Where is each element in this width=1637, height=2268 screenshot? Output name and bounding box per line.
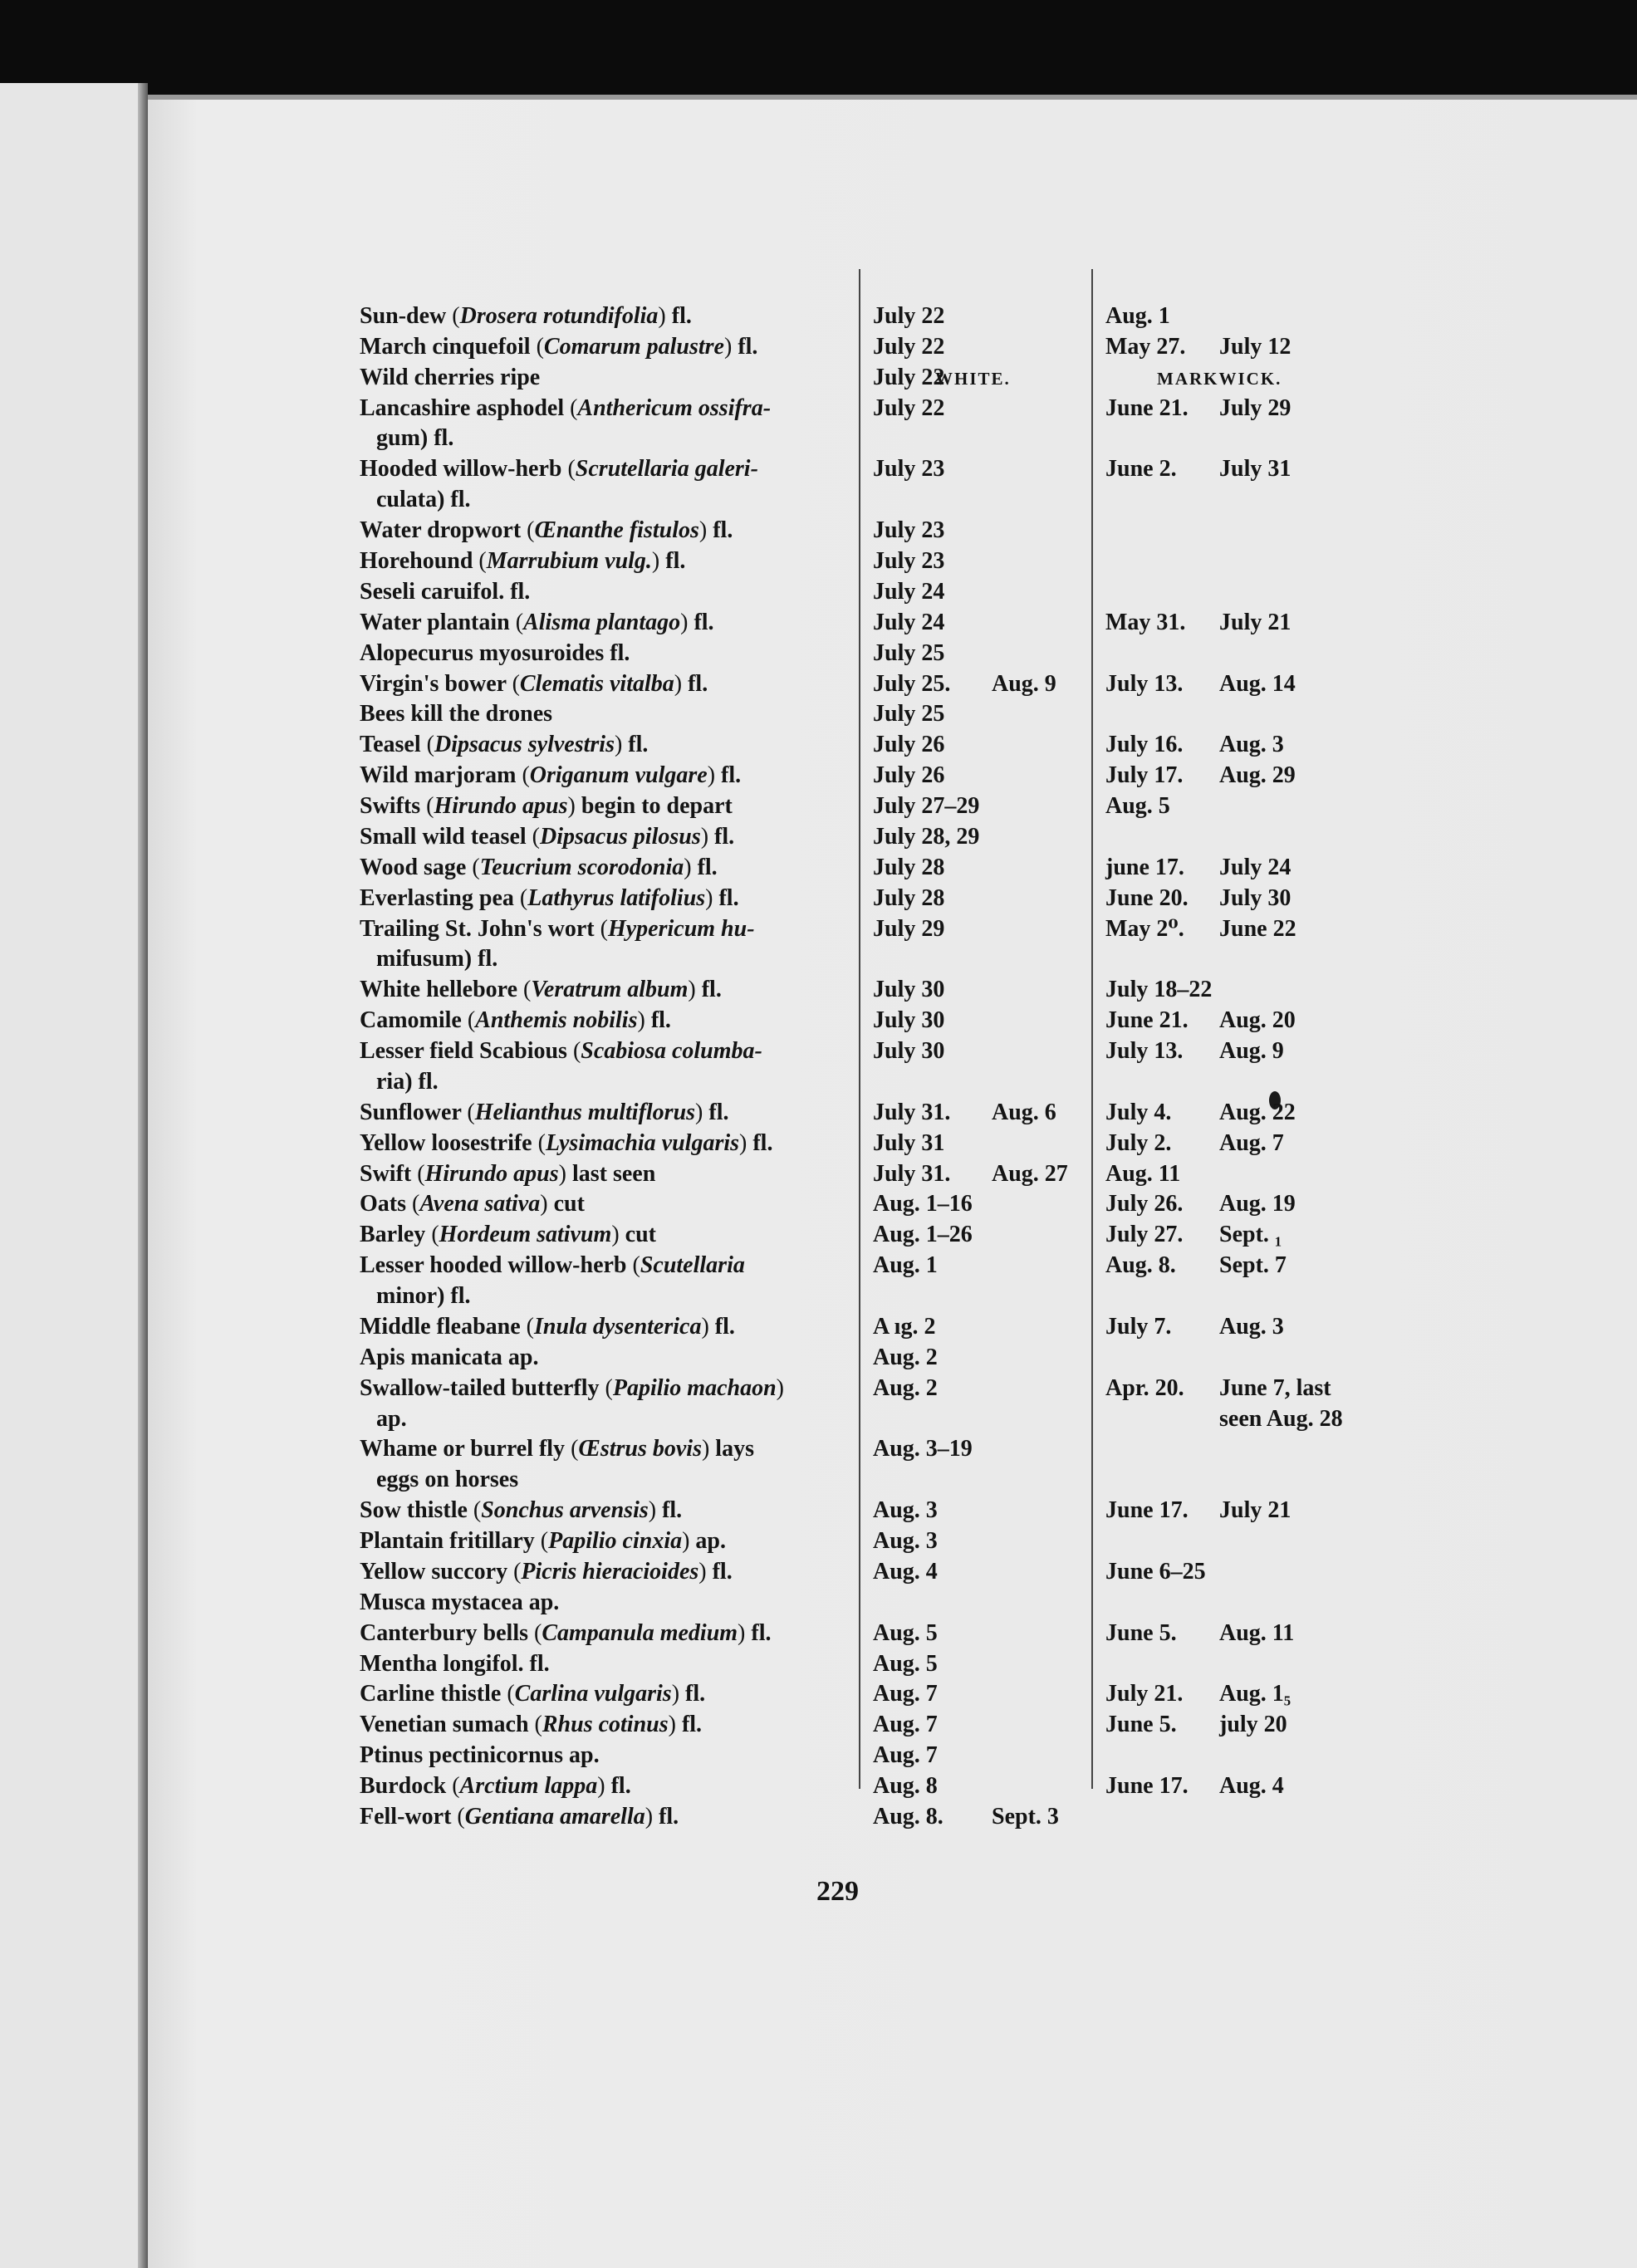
white-date: Aug. 8. <box>873 1804 943 1830</box>
entry-name: Hooded willow-herb (Scrutellaria galeri- <box>360 456 758 482</box>
entry-name: Sow thistle (Sonchus arvensis) fl. <box>360 1497 683 1523</box>
white-date: July 26 <box>873 762 945 788</box>
white-date: Aug. 3 <box>873 1528 938 1554</box>
entry-name: Lesser hooded willow-herb (Scutellaria <box>360 1252 745 1278</box>
entry-name: Yellow loosestrife (Lysimachia vulgaris) fl. <box>360 1130 773 1156</box>
markwick-date-2: Sept. ₁ <box>1219 1222 1282 1247</box>
entry-name: White hellebore (Veratrum album) fl. <box>360 977 722 1002</box>
markwick-date: Aug. 8. <box>1105 1252 1176 1278</box>
entry-name: Teasel (Dipsacus sylvestris) fl. <box>360 732 649 757</box>
white-date: July 22 <box>873 303 945 329</box>
entry-name: Wild cherries ripe <box>360 365 541 390</box>
white-date: Aug. 2 <box>873 1345 938 1370</box>
markwick-date-2: Aug. 19 <box>1219 1191 1296 1217</box>
white-date: July 22 <box>873 334 945 360</box>
entry-name: Horehound (Marrubium vulg.) fl. <box>360 548 686 574</box>
markwick-date: June 5. <box>1105 1712 1177 1737</box>
markwick-date-2: Aug. 20 <box>1219 1007 1296 1033</box>
markwick-date-2: seen Aug. 28 <box>1219 1406 1343 1432</box>
entry-name: culata) fl. <box>376 487 471 512</box>
table-row <box>148 1801 1637 1833</box>
markwick-date: June 21. <box>1105 395 1189 421</box>
entry-name: Fell-wort (Gentiana amarella) fl. <box>360 1804 679 1830</box>
markwick-date: June 17. <box>1105 1497 1189 1523</box>
markwick-date: July 21. <box>1105 1681 1184 1707</box>
white-date: July 24 <box>873 579 945 605</box>
white-date: July 23 <box>873 548 945 574</box>
table-row <box>148 1526 1637 1557</box>
white-date: July 30 <box>873 1007 945 1033</box>
markwick-date-2: July 21 <box>1219 610 1291 635</box>
entry-name: Camomile (Anthemis nobilis) fl. <box>360 1007 671 1033</box>
entry-name: gum) fl. <box>376 425 454 451</box>
markwick-date-2: June 7, last <box>1219 1375 1331 1401</box>
entry-name: eggs on horses <box>376 1467 519 1492</box>
markwick-date: July 13. <box>1105 1038 1184 1064</box>
white-date-2: Aug. 9 <box>992 671 1056 697</box>
markwick-date: June 6–25 <box>1105 1559 1206 1585</box>
table-row <box>148 393 1637 424</box>
table-row <box>148 1709 1637 1741</box>
markwick-date: July 16. <box>1105 732 1184 757</box>
markwick-date-2: Aug. 22 <box>1219 1100 1296 1125</box>
book-page <box>148 95 1637 2268</box>
entry-name: Water plantain (Alisma plantago) fl. <box>360 610 714 635</box>
entry-name: Plantain fritillary (Papilio cinxia) ap. <box>360 1528 726 1554</box>
table-row <box>148 1188 1637 1220</box>
table-row <box>148 1158 1637 1190</box>
table-row <box>148 1678 1637 1710</box>
markwick-date-2: Aug. 11 <box>1219 1620 1295 1646</box>
markwick-date: July 27. <box>1105 1222 1184 1247</box>
white-date: Aug. 8 <box>873 1773 938 1799</box>
entry-name: Swifts (Hirundo apus) begin to depart <box>360 793 733 819</box>
markwick-date: July 26. <box>1105 1191 1184 1217</box>
table-row <box>148 423 1637 454</box>
previous-page-edge <box>0 83 148 2268</box>
markwick-date: July 17. <box>1105 762 1184 788</box>
table-row <box>148 1311 1637 1343</box>
table-row <box>148 638 1637 669</box>
table-row <box>148 1342 1637 1374</box>
entry-name: Canterbury bells (Campanula medium) fl. <box>360 1620 772 1646</box>
white-date: Aug. 7 <box>873 1742 938 1768</box>
entry-name: Burdock (Arctium lappa) fl. <box>360 1773 631 1799</box>
markwick-date: May 31. <box>1105 610 1186 635</box>
entry-name: Lancashire asphodel (Anthericum ossifra- <box>360 395 772 421</box>
table-row <box>148 1587 1637 1619</box>
table-row <box>148 546 1637 577</box>
markwick-date-2: Aug. 1₅ <box>1219 1681 1291 1707</box>
table-row <box>148 576 1637 608</box>
markwick-date: Aug. 1 <box>1105 303 1170 329</box>
markwick-date: July 18–22 <box>1105 977 1213 1002</box>
white-date: Aug. 1 <box>873 1252 938 1278</box>
markwick-date: June 21. <box>1105 1007 1189 1033</box>
markwick-column-header: MARKWICK. <box>1157 369 1282 389</box>
table-row <box>148 331 1637 363</box>
white-date: July 26 <box>873 732 945 757</box>
entry-name: Oats (Avena sativa) cut <box>360 1191 585 1217</box>
white-date: Aug. 5 <box>873 1651 938 1677</box>
white-date: July 22 <box>873 365 945 390</box>
entry-name: Water dropwort (Œnanthe fistulos) fl. <box>360 517 733 543</box>
white-date: July 24 <box>873 610 945 635</box>
white-date: July 25 <box>873 701 945 727</box>
table-row <box>148 1618 1637 1649</box>
entry-name: ap. <box>376 1406 407 1432</box>
markwick-date: July 7. <box>1105 1314 1172 1340</box>
white-date: Aug. 1–26 <box>873 1222 973 1247</box>
entry-name: Bees kill the drones <box>360 701 553 727</box>
markwick-date: june 17. <box>1105 855 1184 880</box>
table-row <box>148 852 1637 884</box>
table-row <box>148 1373 1637 1404</box>
white-date: Aug. 7 <box>873 1681 938 1707</box>
table-row <box>148 698 1637 730</box>
entry-name: Apis manicata ap. <box>360 1345 539 1370</box>
markwick-date: July 2. <box>1105 1130 1172 1156</box>
markwick-date-2: Sept. 7 <box>1219 1252 1287 1278</box>
entry-name: Carline thistle (Carlina vulgaris) fl. <box>360 1681 706 1707</box>
entry-name: Wild marjoram (Origanum vulgare) fl. <box>360 762 742 788</box>
markwick-date-2: June 22 <box>1219 916 1296 942</box>
white-date: July 29 <box>873 916 945 942</box>
entry-name: Mentha longifol. fl. <box>360 1651 550 1677</box>
entry-name: Lesser field Scabious (Scabiosa columba- <box>360 1038 762 1064</box>
markwick-date-2: Aug. 4 <box>1219 1773 1284 1799</box>
entry-name: Trailing St. John's wort (Hypericum hu- <box>360 916 755 942</box>
white-date: Aug. 1–16 <box>873 1191 973 1217</box>
white-date: July 25 <box>873 640 945 666</box>
white-date: July 23 <box>873 517 945 543</box>
white-date: July 31 <box>873 1130 945 1156</box>
white-date-2: Sept. 3 <box>992 1804 1059 1830</box>
table-row <box>148 1005 1637 1036</box>
table-row <box>148 1250 1637 1281</box>
table-row <box>148 1097 1637 1129</box>
table-row <box>148 760 1637 791</box>
entry-name: Swallow-tailed butterfly (Papilio machaon) <box>360 1375 784 1401</box>
table-row <box>148 301 1637 332</box>
entry-name: Alopecurus myosuroides fl. <box>360 640 630 666</box>
markwick-date-2: July 31 <box>1219 456 1291 482</box>
table-row <box>148 362 1637 394</box>
table-row <box>148 1556 1637 1588</box>
entry-name: Whame or burrel fly (Œstrus bovis) lays <box>360 1436 754 1462</box>
white-date: A ıg. 2 <box>873 1314 936 1340</box>
table-row <box>148 1219 1637 1251</box>
entry-name: Yellow succory (Picris hieracioides) fl. <box>360 1559 733 1585</box>
markwick-date-2: July 29 <box>1219 395 1291 421</box>
table-row <box>148 453 1637 485</box>
entry-name: March cinquefoil (Comarum palustre) fl. <box>360 334 758 360</box>
table-row <box>148 1740 1637 1771</box>
markwick-date-2: July 24 <box>1219 855 1291 880</box>
markwick-date-2: July 12 <box>1219 334 1291 360</box>
markwick-date: June 5. <box>1105 1620 1177 1646</box>
table-row <box>148 1403 1637 1435</box>
white-date: Aug. 3 <box>873 1497 938 1523</box>
white-date: July 23 <box>873 456 945 482</box>
white-column-header: WHITE. <box>935 369 1011 389</box>
white-date: July 31. <box>873 1100 951 1125</box>
table-row <box>148 1036 1637 1067</box>
white-date: Aug. 2 <box>873 1375 938 1401</box>
table-row <box>148 515 1637 546</box>
white-date: Aug. 4 <box>873 1559 938 1585</box>
entry-name: Everlasting pea (Lathyrus latifolius) fl. <box>360 885 739 911</box>
markwick-date-2: July 21 <box>1219 1497 1291 1523</box>
entry-name: ria) fl. <box>376 1069 439 1095</box>
table-row <box>148 1495 1637 1526</box>
entry-name: Swift (Hirundo apus) last seen <box>360 1161 656 1187</box>
markwick-date: June 2. <box>1105 456 1177 482</box>
table-row <box>148 1771 1637 1802</box>
table-row <box>148 1464 1637 1496</box>
white-date: Aug. 7 <box>873 1712 938 1737</box>
markwick-date: May 27. <box>1105 334 1186 360</box>
table-row <box>148 1128 1637 1159</box>
table-row <box>148 607 1637 639</box>
table-row <box>148 1281 1637 1312</box>
table-row <box>148 1066 1637 1098</box>
table-row <box>148 1433 1637 1465</box>
entry-name: Barley (Hordeum sativum) cut <box>360 1222 656 1247</box>
white-date: July 28 <box>873 855 945 880</box>
entry-name: Small wild teasel (Dipsacus pilosus) fl. <box>360 824 735 850</box>
page-number: 229 <box>816 1876 859 1907</box>
table-row <box>148 914 1637 945</box>
table-row <box>148 974 1637 1006</box>
table-row <box>148 883 1637 914</box>
markwick-date: June 17. <box>1105 1773 1189 1799</box>
white-date: Aug. 5 <box>873 1620 938 1646</box>
entry-name: Sunflower (Helianthus multiflorus) fl. <box>360 1100 729 1125</box>
markwick-date-2: Aug. 3 <box>1219 1314 1284 1340</box>
markwick-date-2: Aug. 29 <box>1219 762 1296 788</box>
markwick-date-2: Aug. 14 <box>1219 671 1296 697</box>
entry-name: Musca mystacea ap. <box>360 1590 560 1615</box>
white-date: July 31. <box>873 1161 951 1187</box>
white-date: July 22 <box>873 395 945 421</box>
markwick-date: June 20. <box>1105 885 1189 911</box>
white-date: July 28 <box>873 885 945 911</box>
table-row <box>148 821 1637 853</box>
white-date-2: Aug. 6 <box>992 1100 1056 1125</box>
entry-name: Sun-dew (Drosera rotundifolia) fl. <box>360 303 692 329</box>
markwick-date: Apr. 20. <box>1105 1375 1184 1401</box>
white-date: Aug. 3–19 <box>873 1436 973 1462</box>
entry-name: Wood sage (Teucrium scorodonia) fl. <box>360 855 718 880</box>
table-row <box>148 791 1637 822</box>
markwick-date-2: Aug. 3 <box>1219 732 1284 757</box>
markwick-date-2: July 30 <box>1219 885 1291 911</box>
white-date: July 25. <box>873 671 951 697</box>
table-row <box>148 1648 1637 1680</box>
markwick-date: July 13. <box>1105 671 1184 697</box>
markwick-date-2: Aug. 9 <box>1219 1038 1284 1064</box>
table-row <box>148 943 1637 975</box>
entry-name: Seseli caruifol. fl. <box>360 579 531 605</box>
entry-name: Ptinus pectinicornus ap. <box>360 1742 600 1768</box>
white-date: July 30 <box>873 977 945 1002</box>
markwick-date: Aug. 11 <box>1105 1161 1181 1187</box>
white-date: July 28, 29 <box>873 824 980 850</box>
markwick-date: July 4. <box>1105 1100 1172 1125</box>
entry-name: Virgin's bower (Clematis vitalba) fl. <box>360 671 708 697</box>
markwick-date: Aug. 5 <box>1105 793 1170 819</box>
entry-name: Middle fleabane (Inula dysenterica) fl. <box>360 1314 735 1340</box>
markwick-date: May 2⁰. <box>1105 916 1184 942</box>
table-row <box>148 484 1637 516</box>
white-date: July 27–29 <box>873 793 980 819</box>
markwick-date-2: july 20 <box>1219 1712 1287 1737</box>
entry-name: Venetian sumach (Rhus cotinus) fl. <box>360 1712 703 1737</box>
table-row <box>148 729 1637 761</box>
table-row <box>148 669 1637 700</box>
entry-name: mifusum) fl. <box>376 946 498 972</box>
white-date-2: Aug. 27 <box>992 1161 1068 1187</box>
white-date: July 30 <box>873 1038 945 1064</box>
entry-name: minor) fl. <box>376 1283 471 1309</box>
markwick-date-2: Aug. 7 <box>1219 1130 1284 1156</box>
